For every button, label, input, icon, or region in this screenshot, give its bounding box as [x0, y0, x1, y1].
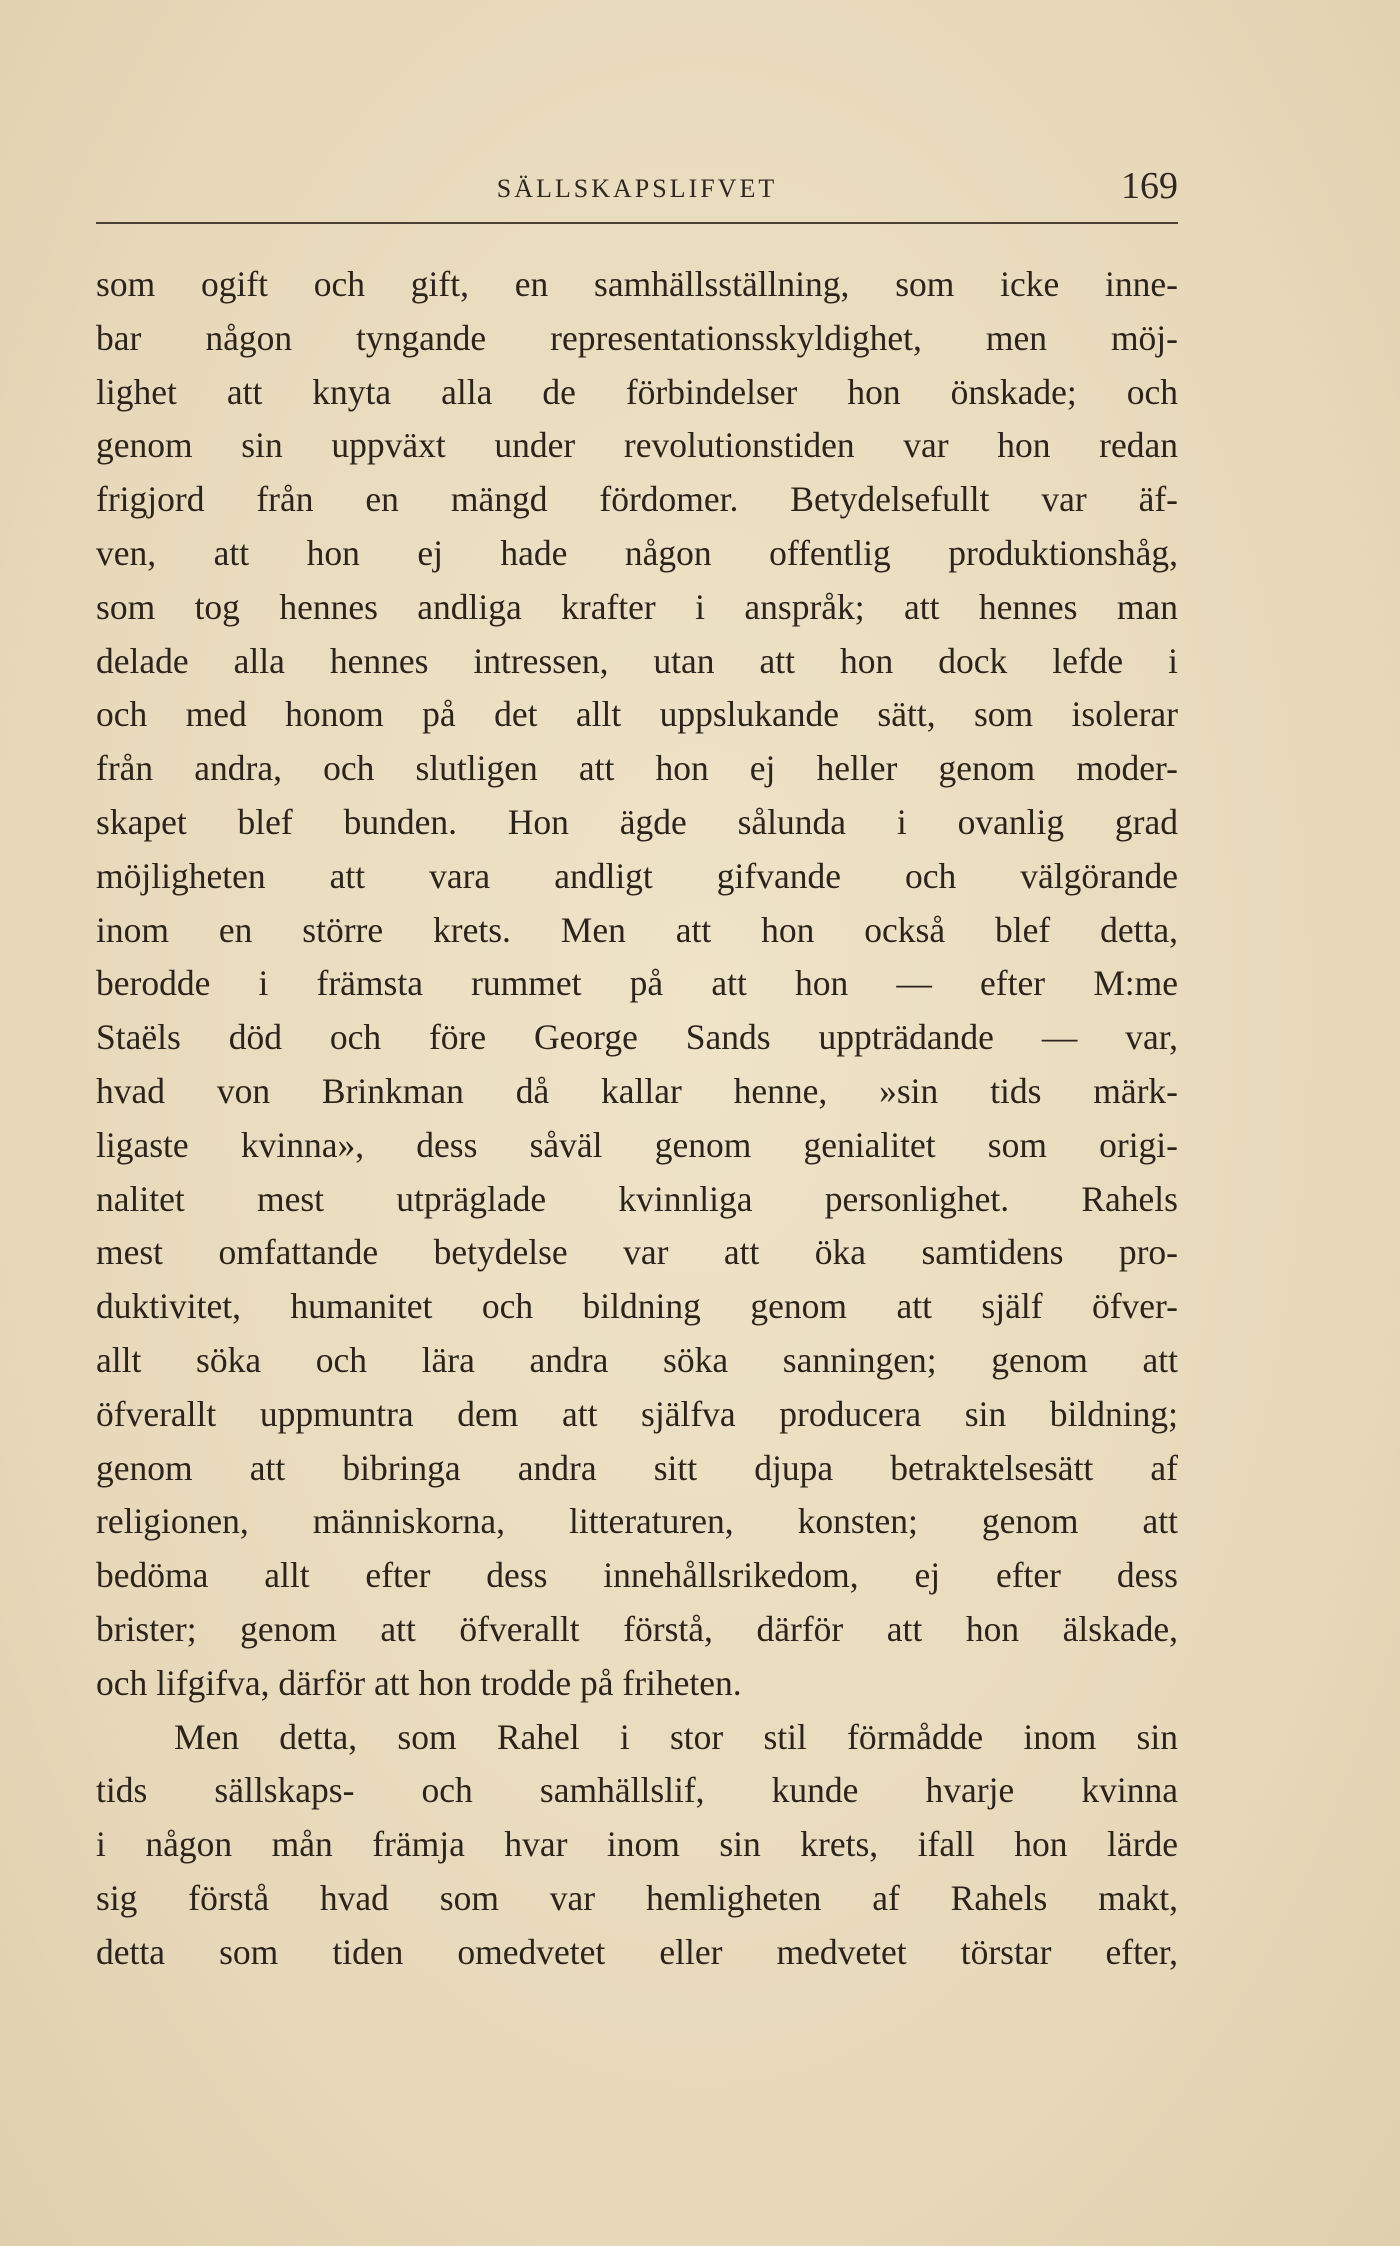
text-line: genom att bibringa andra sitt djupa betraktelsesätt af [96, 1447, 1178, 1488]
text-line: frigjord från en mängd fördomer. Betydelsefullt var äf- [96, 479, 1178, 520]
text-line: i någon mån främja hvar inom sin krets, ifall hon lärde [96, 1824, 1178, 1865]
text-line: delade alla hennes intressen, utan att hon dock lefde i [96, 640, 1178, 681]
text-line: som ogift och gift, en samhällsställning, som icke inne- [96, 264, 1178, 304]
text-line: nalitet mest utpräglade kvinnliga personlighet. Rahels [96, 1178, 1178, 1219]
text-line: duktivitet, humanitet och bildning genom att själf öfver- [96, 1286, 1178, 1327]
text-line: bar någon tyngande representationsskyldighet, men möj- [96, 317, 1178, 358]
text-line: och med honom på det allt uppslukande sätt, som isolerar [96, 694, 1178, 735]
text-line: från andra, och slutligen att hon ej heller genom moder- [96, 748, 1178, 789]
text-line: sig förstå hvad som var hemligheten af Rahels makt, [96, 1877, 1178, 1918]
text-line: genom sin uppväxt under revolutionstiden var hon redan [96, 425, 1178, 466]
text-line: ven, att hon ej hade någon offentlig produktionshåg, [96, 532, 1178, 573]
text-line: mest omfattande betydelse var att öka samtidens pro- [96, 1232, 1178, 1273]
paragraph-1 [96, 258, 1178, 1711]
running-title: SÄLLSKAPSLIFVET [496, 174, 778, 203]
text-line: detta som tiden omedvetet eller medvetet törstar efter, [96, 1931, 1178, 1972]
page-number: 169 [1121, 165, 1178, 207]
text-line: och lifgifva, därför att hon trodde på friheten. [96, 1662, 742, 1703]
text-line: tids sällskaps- och samhällslif, kunde hvarje kvinna [96, 1770, 1178, 1811]
body-text [96, 258, 1178, 1980]
page-header [96, 165, 1178, 224]
text-line: inom en större krets. Men att hon också blef detta, [96, 909, 1178, 950]
text-line: religionen, människorna, litteraturen, konsten; genom att [96, 1501, 1178, 1542]
text-line: skapet blef bunden. Hon ägde sålunda i ovanlig grad [96, 801, 1178, 842]
text-line: ligaste kvinna», dess såväl genom genialitet som origi- [96, 1124, 1178, 1165]
text-line: Men detta, som Rahel i stor stil förmådde inom sin [174, 1716, 1178, 1757]
text-line: Staëls död och före George Sands uppträdande — var, [96, 1017, 1178, 1058]
text-line: lighet att knyta alla de förbindelser hon önskade; och [96, 371, 1178, 412]
text-line: som tog hennes andliga krafter i anspråk; att hennes man [96, 586, 1178, 627]
paragraph-2 [96, 1711, 1178, 1980]
text-line: brister; genom att öfverallt förstå, därför att hon älskade, [96, 1608, 1178, 1649]
text-line: berodde i främsta rummet på att hon — efter M:me [96, 963, 1178, 1004]
text-line: bedöma allt efter dess innehållsrikedom, ej efter dess [96, 1555, 1178, 1596]
text-line: öfverallt uppmuntra dem att själfva producera sin bildning; [96, 1393, 1178, 1434]
text-line: hvad von Brinkman då kallar henne, »sin tids märk- [96, 1070, 1178, 1111]
text-line: möjligheten att vara andligt gifvande och välgörande [96, 855, 1178, 896]
text-line: allt söka och lära andra söka sanningen; genom att [96, 1339, 1178, 1380]
